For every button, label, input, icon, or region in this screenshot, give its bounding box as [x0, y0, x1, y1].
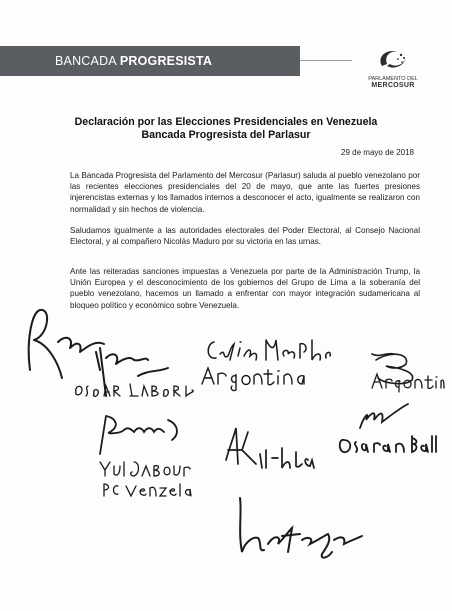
header-brand [55, 54, 212, 68]
paragraph-1: La Bancada Progresista del Parlamento del Mercosur (Parlasur) saluda al pueblo venezolano por las recientes elecciones presidenciales del 20 de mayo, que ante las fuertes presiones injerencistas externas y los llamados internos a desconocer el acto, igualmente se realizaron con normalidad y sin hechos de violencia. [70, 171, 420, 214]
signature-6 [330, 400, 440, 460]
logo-small-text: PARLAMENTO DEL [368, 76, 418, 82]
logo-caption [348, 76, 438, 89]
document-title [0, 116, 452, 142]
signature-4 [90, 408, 190, 458]
brand-bold: PROGRESISTA [119, 54, 213, 68]
signature-5 [220, 424, 320, 480]
title-line-2: Bancada Progresista del Parlasur [141, 129, 311, 141]
signature-2-country [196, 364, 306, 390]
paragraph-2: Saludamos igualmente a las autoridades electorales del Poder Electoral, al Consejo Nacional Electoral, y al compañero Nicolás Maduro por su victoria en las urnas. [70, 226, 420, 247]
logo-big-text: MERCOSUR [371, 81, 415, 89]
title-line-1: Declaración por las Elecciones Presidenciales en Venezuela [74, 116, 378, 128]
document-date: 29 de mayo de 2018 [341, 148, 414, 157]
signature-3-country [368, 370, 444, 392]
signature-4-name [96, 458, 196, 502]
signature-7 [228, 492, 368, 562]
paragraph-3: Ante las reiteradas sanciones impuestas a Venezuela por parte de la Administración Trump, la Unión Europea y el desconocimiento de los gobiernos del Grupo de Lima a la soberanía del pueblo venezolano, hacemos un llamado a enfrentar con mayor integración sudamericana al bloqueo político y económico sobre Venezuela. [70, 267, 420, 310]
brand-light: BANCADA [55, 54, 120, 68]
header-rule [300, 60, 352, 61]
